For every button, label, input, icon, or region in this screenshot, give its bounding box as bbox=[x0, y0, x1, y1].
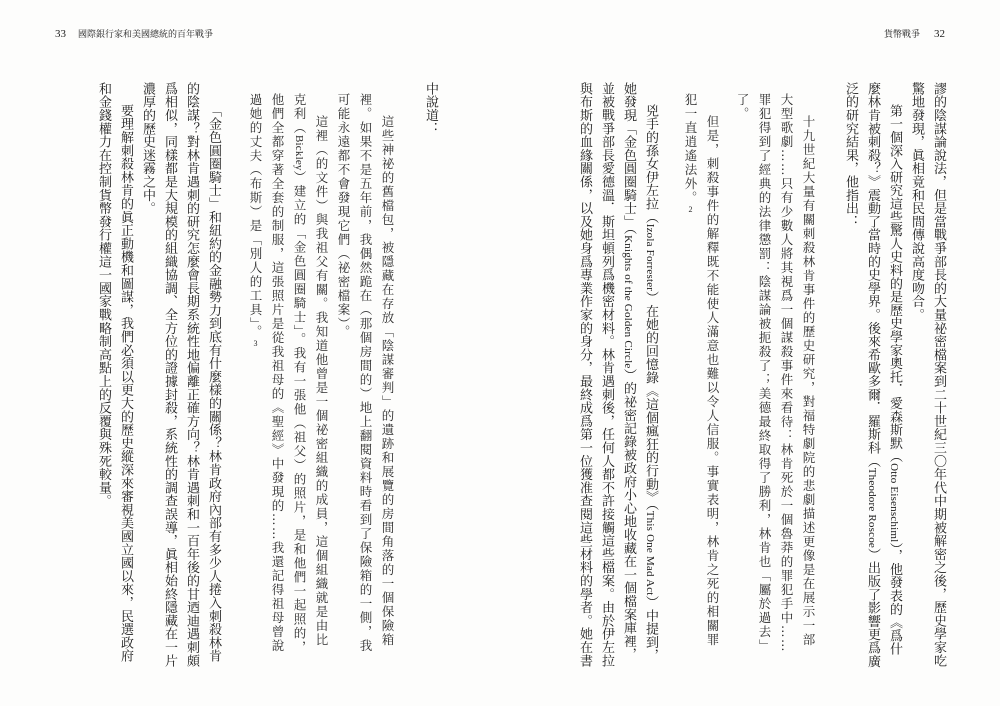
text-column: 麼林肯被刺殺？》震動了當時的史學界。後來希歐多爾．羅斯科（Theodore Roscoe）出版了影響更爲廣 bbox=[865, 82, 880, 668]
quote-column: 十九世紀大量有關刺殺林肯事件的歷史研究，對福特劇院的悲劇描述更像是在展示一部 bbox=[801, 115, 816, 647]
latin-run: Theodore Roscoe bbox=[866, 467, 878, 548]
quote-column bbox=[244, 93, 266, 706]
right-running-head bbox=[884, 28, 945, 41]
latin-run: Izola Forrester bbox=[644, 223, 656, 292]
text-column: 要理解刺殺林肯的眞正動機和圖謀，我們必須以更大的歷史縱深來審視美國立國以來，民選政府 bbox=[118, 104, 133, 663]
quote-column: 但是，刺殺事件的解釋既不能使人滿意也難以令人信服。事實表明，林肯之死的相關罪 bbox=[705, 115, 720, 647]
left-block-quote bbox=[244, 93, 398, 706]
quote-column bbox=[679, 93, 701, 706]
footnote-marker: 3 bbox=[251, 338, 260, 348]
quote-column: 克利（Bickley）建立的「金色圓圈騎士」。我有一張他（祖父）的照片，是和他們一起照的， bbox=[292, 93, 307, 655]
right-page-number: 32 bbox=[934, 28, 945, 40]
text-column: 第一個深入研究這些驚人史料的是歷史學家奧托．愛森斯默（Otto Eisenschiml），他發表的《爲什 bbox=[887, 104, 902, 656]
text-column: 驚地發現，眞相竟和民間傳說高度吻合。 bbox=[909, 82, 924, 322]
text-column: 的陰謀？對林肯遇刺的研究怎麼會長期系統性地偏離正確方向？林肯遇刺和一百年後的甘迺迪遇刺頗 bbox=[184, 82, 199, 668]
left-page-number: 33 bbox=[55, 28, 66, 40]
left-running-head bbox=[55, 28, 213, 41]
text-column: 謬的陰謀論說法，但是當戰爭部長的大量祕密檔案到二十世紀三〇年代中期被解密之後，歷史學家吃 bbox=[931, 82, 946, 668]
quote-column: 大型歌劇……只有少數人將其視爲一個謀殺事件來看待：林肯死於一個魯莽的罪犯手中…… bbox=[779, 93, 794, 653]
left-lead-text bbox=[419, 82, 441, 697]
text-column: 中說道： bbox=[423, 82, 438, 136]
left-body-text bbox=[92, 82, 224, 697]
text-column: 她發現「金色圓圈騎士」（Knights of the Golden Circle）的祕密記錄被政府小心地收藏在一個檔案庫裡， bbox=[621, 82, 636, 662]
text-column: 與布斯的血緣關係，以及她身爲專業作家的身分，最終成爲第一位獲准查閱這些材料的學者。她在書 bbox=[577, 82, 592, 668]
latin-run: Knights of the Golden Circle bbox=[622, 235, 634, 369]
footnote-marker: 2 bbox=[686, 205, 695, 214]
right-body-text-2 bbox=[573, 82, 661, 697]
text-column: 並被戰爭部長愛德溫．斯坦頓列爲機密材料。林肯遇刺後，任何人都不許接觸這些檔案。由於伊左拉 bbox=[599, 82, 614, 668]
text-column: 濃厚的歷史迷霧之中。 bbox=[140, 82, 155, 215]
quote-column: 這裡（的文件）與我祖父有關。我知道他曾是一個祕密組織的成員，這個組織就是由比 bbox=[314, 115, 329, 647]
text-column: 和金錢權力在控制貨幣發行權這一國家戰略制高點上的反覆與殊死較量。 bbox=[96, 82, 111, 508]
text-column: 「金色圓圈騎士」和紐約的金融勢力到底有什麼樣的關係？林肯政府內部有多少人捲入刺殺林肯 bbox=[206, 104, 221, 663]
latin-run: This One Mad Act bbox=[644, 510, 656, 596]
quote-column-text: 過她的丈夫（布斯）是「別人的工具」。 bbox=[248, 93, 263, 339]
quote-column: 這些神祕的舊檔包，被隱藏在存放「陰謀審判」的遺跡和展覽的房間角落的一個保險箱 bbox=[380, 115, 395, 647]
latin-run: Bickley bbox=[293, 135, 305, 171]
quote-column: 他們全都穿著全套的制服，這張照片是從我祖母的《聖經》中發現的……我還記得祖母曾說 bbox=[270, 93, 285, 653]
right-block-quote bbox=[679, 93, 819, 706]
quote-column: 罪犯得到了經典的法律懲罰：陰謀論被扼殺了；美德最終取得了勝利，林肯也「屬於過去」 bbox=[757, 93, 772, 653]
left-running-title: 國際銀行家和美國總統的百年戰爭 bbox=[78, 30, 214, 40]
quote-column: 裡。如果不是五年前，我偶然跪在（那個房間的）地上翻閱資料時看到了保險箱的一側，我 bbox=[358, 93, 373, 653]
right-body-text-1 bbox=[839, 82, 949, 697]
right-running-title: 貨幣戰爭 bbox=[883, 30, 920, 40]
quote-column-text: 犯一直逍遙法外。 bbox=[683, 93, 698, 205]
text-column: 兇手的孫女伊左拉（Izola Forrester）在她的回憶錄《這個瘋狂的行動》（This One Mad Act）中提到， bbox=[643, 104, 658, 663]
text-column: 爲相似，同樣都是大規模的組織協調、全方位的證據封殺，系統性的調查誤導，眞相始終隱藏在一片 bbox=[162, 82, 177, 668]
quote-column: 可能永遠都不會發現它們（祕密檔案）。 bbox=[336, 93, 351, 339]
text-column: 泛的研究結果，他指出： bbox=[843, 82, 858, 229]
quote-column: 了。 bbox=[735, 93, 750, 121]
latin-run: Otto Eisenschiml bbox=[888, 463, 900, 543]
